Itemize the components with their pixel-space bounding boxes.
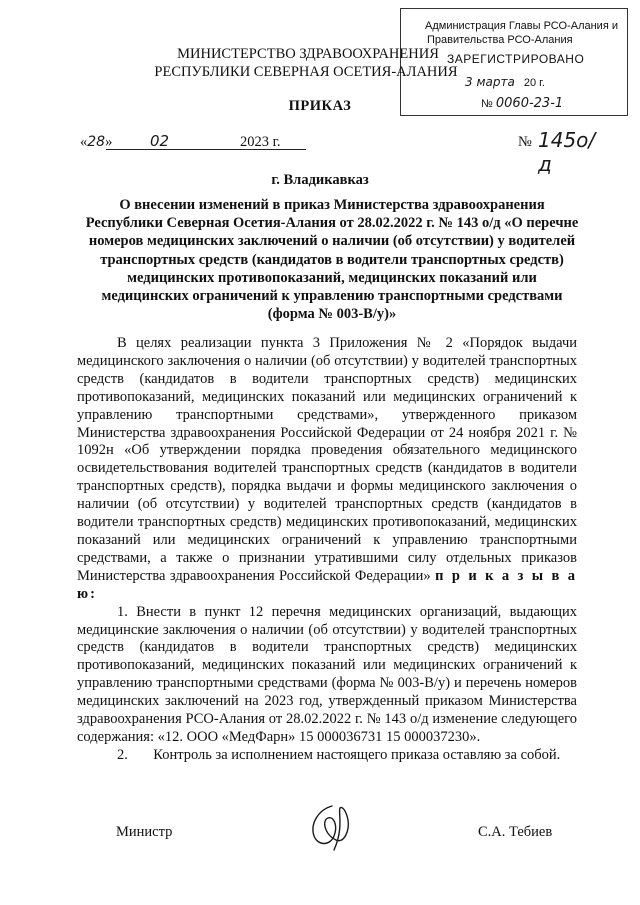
item-2 <box>77 747 577 765</box>
ministry-name-line-2: РЕСПУБЛИКИ СЕВЕРНАЯ ОСЕТИЯ-АЛАНИЯ <box>154 64 458 80</box>
preamble-paragraph <box>77 335 577 604</box>
stamp-number-prefix: № <box>481 98 493 110</box>
document-type: ПРИКАЗ <box>288 98 352 114</box>
stamp-number-handwritten: 0060-23-1 <box>495 96 564 111</box>
order-body <box>77 335 577 765</box>
handwritten-signature <box>304 800 364 854</box>
date-number-row <box>80 128 600 176</box>
stamp-date-suffix: 20 г. <box>523 77 545 89</box>
order-number-handwritten: 145о/д <box>538 128 596 176</box>
item-2-text: Контроль за исполнением настоящего приказа оставляю за собой. <box>153 746 561 763</box>
preamble-text: В целях реализации пункта 3 Приложения № 2 «Порядок выдачи медицинского заключения о наличии (об отсутствии) у водителей транспортных средств (кандидатов в водители транспортных средств) медицинских противопоказаний, медицинских показаний или медицинских ограничений к управлению транспортными средствами», утвержденного приказом Министерства здравоохранения Российской Федерации от 24 ноября 2021 г. № 1092н «Об утверждении порядка проведения обязательного медицинского освидетельствования водителей транспортных средств (кандидатов в водители транспортных средств), порядка выдачи и формы медицинского заключения о наличии (об отсутствии) у водителей транспортных средств (кандидатов в водители транспортных средств) медицинских противопоказаний, медицинских показаний или медицинских ограничений к управлению транспортными средствами, а также о признании утратившими силу отдельных приказов Министерства здравоохранения Российской Федерации» <box>77 335 577 584</box>
order-month-handwritten: 02 <box>150 132 170 150</box>
open-quote: « <box>80 134 88 150</box>
item-1: 1. Внести в пункт 12 перечня медицинских организаций, выдающих медицинские заключения о наличии (об отсутствии) у водителей транспортных средств (кандидатов в водители транспортных средств) медицинских противопоказаний, медицинских показаний или медицинских ограничений к управлению транспортными средствами (форма № 003-В/у) и перечень номеров медицинских заключений на 2023 год, утвержденный приказом Министерства здравоохранения РСО-Алания от 28.02.2022 г. № 143 о/д изменение следующего содержания: «12. ООО «МедФарн» 15 000036731 15 000037230». <box>77 603 577 745</box>
order-year: 2023 г. <box>240 134 281 150</box>
stamp-date-handwritten: 3 марта <box>465 75 515 89</box>
stamp-line-1: Администрация Главы РСО-Алания и <box>425 20 618 32</box>
close-quote: » <box>105 134 113 150</box>
signer-position: Министр <box>116 824 173 840</box>
order-number-sign: № <box>518 134 532 150</box>
order-directive: п р и к а з ы в а ю: <box>77 567 578 602</box>
signer-name: С.А. Тебиев <box>478 824 553 840</box>
stamp-registered-label: ЗАРЕГИСТРИРОВАНО <box>447 52 585 66</box>
item-2-number: 2. <box>117 746 128 763</box>
stamp-line-2: Правительства РСО-Алания <box>427 34 573 46</box>
city: г. Владикавказ <box>271 172 369 188</box>
signature-block <box>116 818 586 878</box>
ministry-name-line-1: МИНИСТЕРСТВО ЗДРАВООХРАНЕНИЯ <box>177 46 439 62</box>
order-day-handwritten: 28 <box>87 134 106 150</box>
order-subject: О внесении изменений в приказ Министерства здравоохранения Республики Северная Осетия-Алания от 28.02.2022 г. № 143 о/д «О перечне номеров медицинских заключений о наличии (об отсутствии) у водителей транспортных средств (кандидатов в водители транспортных средств) медицинских противопоказаний, медицинских показаний или медицинских ограничений к управлению транспортными средствами (форма № 003-В/у)» <box>85 197 579 323</box>
